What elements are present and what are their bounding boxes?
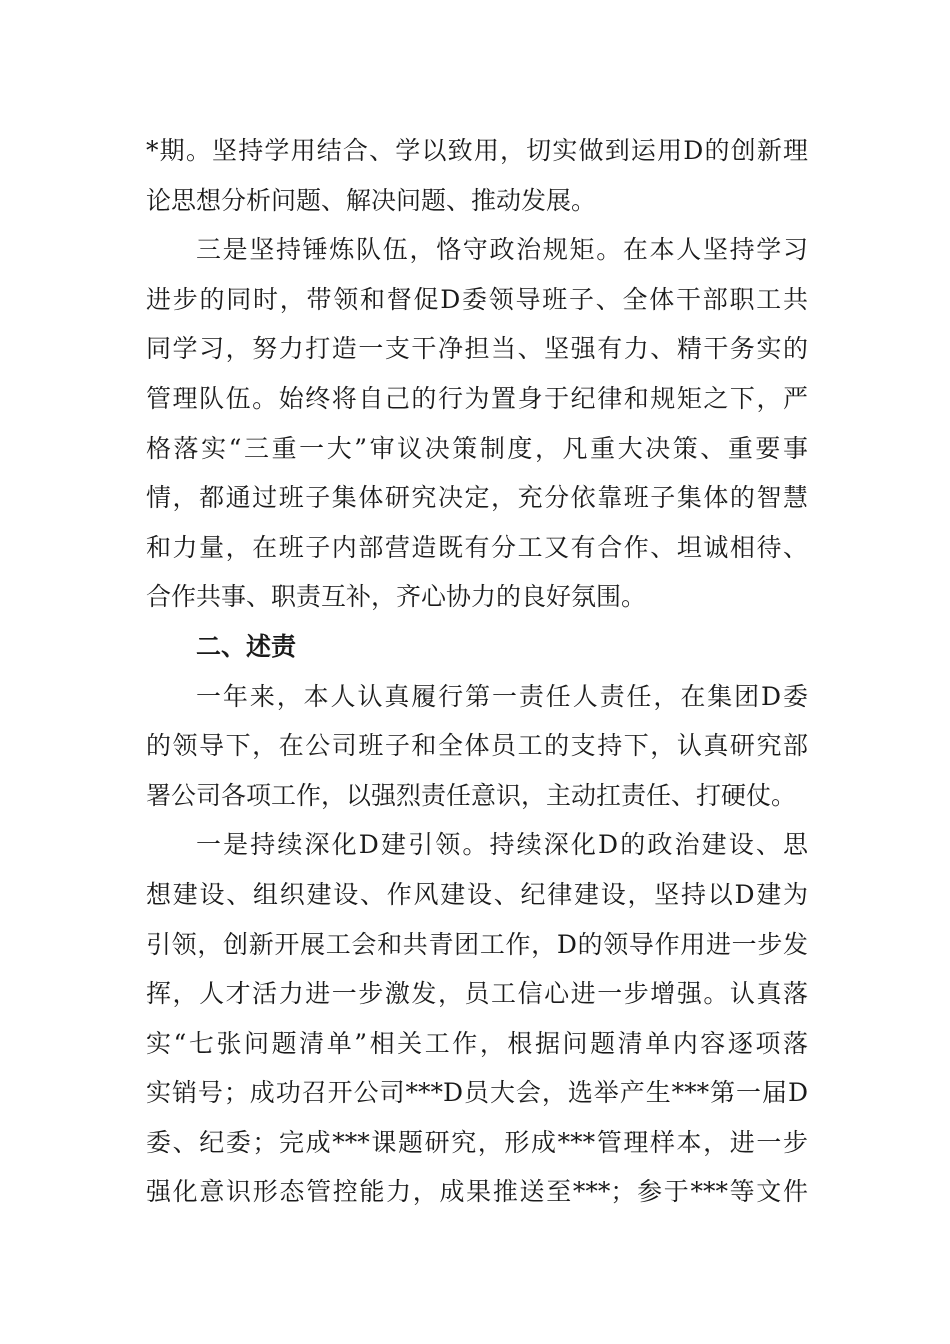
text-line: 引领，创新开展工会和共青团工作，D的领导作用进一步发: [146, 929, 808, 959]
text-line: 一是持续深化D建引领。持续深化D的政治建设、思: [196, 830, 808, 860]
text-line: 合作共事、职责互补，齐心协力的良好氛围。: [146, 582, 647, 612]
text-line: 格落实“三重一大”审议决策制度，凡重大决策、重要事: [146, 433, 808, 463]
text-line: 署公司各项工作，以强烈责任意识，主动扛责任、打硬仗。: [146, 780, 797, 810]
paragraph-continuation: [146, 126, 808, 225]
text-line: 进步的同时，带领和督促D委领导班子、全体干部职工共: [146, 284, 808, 314]
text-line: 挥，人才活力进一步激发，员工信心进一步增强。认真落: [146, 979, 808, 1009]
paragraph-team-building: [146, 225, 808, 622]
text-line: 情，都通过班子集体研究决定，充分依靠班子集体的智慧: [146, 483, 808, 513]
text-line: 实“七张问题清单”相关工作，根据问题清单内容逐项落: [146, 1028, 808, 1058]
text-line: 管理队伍。始终将自己的行为置身于纪律和规矩之下，严: [146, 383, 808, 413]
paragraph-duty-intro: [146, 672, 808, 821]
text-line: 想建设、组织建设、作风建设、纪律建设，坚持以D建为: [146, 879, 808, 909]
text-line: 一年来，本人认真履行第一责任人责任，在集团D委: [196, 681, 808, 711]
text-line: 的领导下，在公司班子和全体员工的支持下，认真研究部: [146, 731, 808, 761]
text-line: 实销号；成功召开公司***D员大会，选举产生***第一届D: [146, 1078, 808, 1108]
section-heading: [146, 622, 808, 672]
text-line: 强化意识形态管控能力，成果推送至***；参于***等文件: [146, 1177, 808, 1207]
text-line: 和力量，在班子内部营造既有分工又有合作、坦诚相待、: [146, 532, 808, 562]
section-heading-text: 二、述责: [196, 631, 297, 661]
text-line: 委、纪委；完成***课题研究，形成***管理样本，进一步: [146, 1127, 808, 1157]
text-line: 同学习，努力打造一支干净担当、坚强有力、精干务实的: [146, 334, 808, 364]
document-body: [146, 126, 808, 1217]
text-line: *期。坚持学用结合、学以致用，切实做到运用D的创新理: [146, 136, 808, 165]
text-line: 三是坚持锤炼队伍，恪守政治规矩。在本人坚持学习: [196, 235, 808, 265]
text-line: 论思想分析问题、解决问题、推动发展。: [146, 185, 597, 215]
paragraph-party-building: [146, 820, 808, 1217]
